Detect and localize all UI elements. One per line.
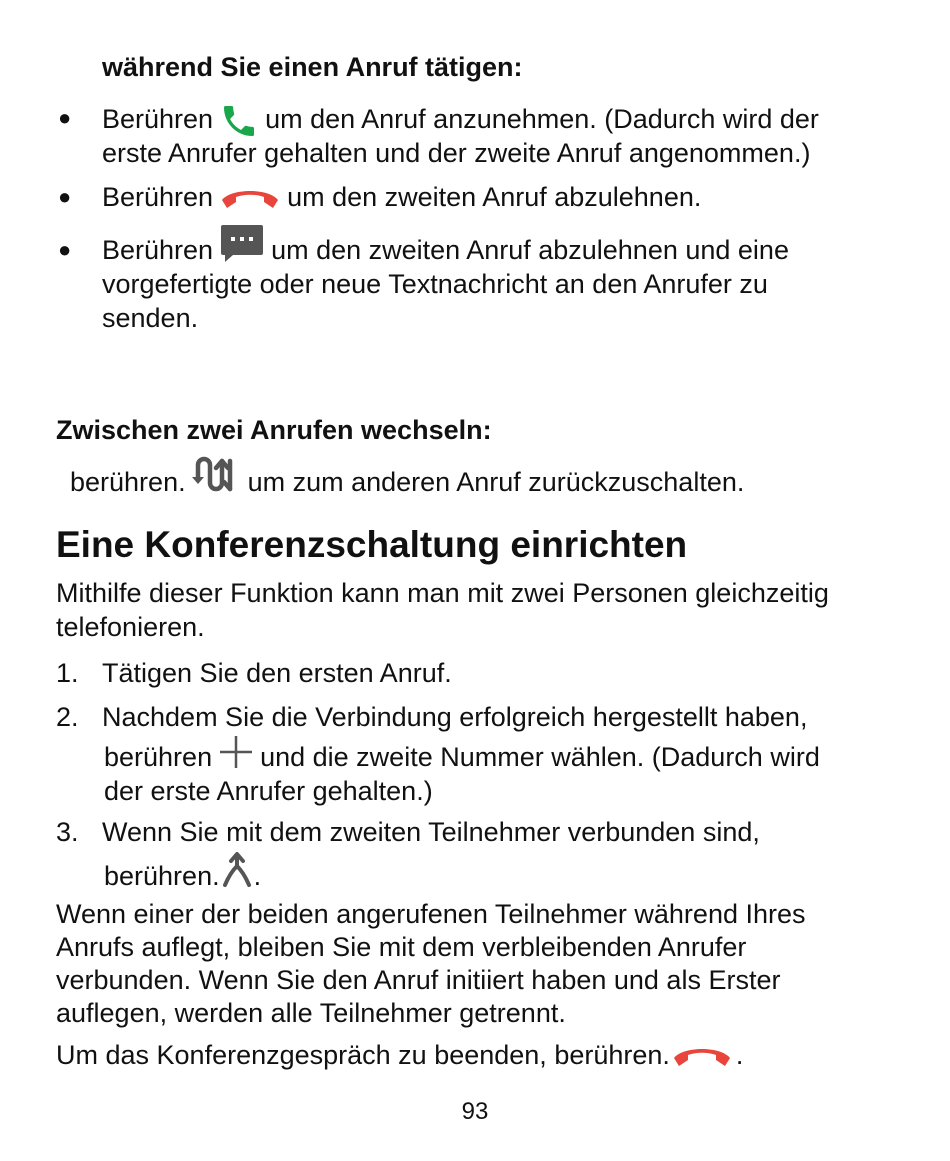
section-heading-switch: Zwischen zwei Anrufen wechseln: [56,415,492,445]
bullet-message-cont: vorgefertigte oder neue Textnachricht an den Anrufer zu [102,269,768,299]
section-heading-incoming: während Sie einen Anruf tätigen: [102,52,523,82]
bullet-dot: ● [58,105,72,130]
conference-intro-cont: telefonieren. [56,612,205,642]
bullet-reject: Berühren um den zweiten Anruf abzulehnen. [102,182,702,212]
phone-hangup-icon [219,186,281,212]
step-3-text: Wenn Sie mit dem zweiten Teilnehmer verbunden sind, [102,817,760,847]
bullet-message: Berühren um den zweiten Anruf abzulehnen und eine [102,233,789,267]
add-icon [218,734,254,770]
step-1-text: Tätigen Sie den ersten Anruf. [102,658,452,688]
conference-title: Eine Konferenzschaltung einrichten [56,524,688,565]
phone-answer-icon [219,101,259,141]
conference-paragraph: auflegen, werden alle Teilnehmer getrennt. [56,998,566,1028]
end-conference-text: Um das Konferenzgespräch zu beenden, berühren. . [56,1040,744,1070]
step-2-text: Nachdem Sie die Verbindung erfolgreich hergestellt haben, [102,702,808,732]
phone-hangup-icon [670,1044,734,1070]
merge-calls-icon [220,849,254,889]
bullet-answer-cont: erste Anrufer gehalten und der zweite Anruf angenommen.) [102,138,811,168]
step-2-cont: der erste Anrufer gehalten.) [104,776,433,806]
step-number: 3. [56,817,79,847]
step-number: 2. [56,702,79,732]
step-3-cont: berühren. . [104,859,261,893]
bullet-dot: ● [58,184,72,209]
page-number: 93 [461,1098,489,1125]
step-2-cont: berühren und die zweite Nummer wählen. (Dadurch wird [104,740,820,774]
bullet-dot: ● [58,237,72,262]
swap-calls-icon [192,453,242,495]
conference-paragraph: verbunden. Wenn Sie den Anruf initiiert haben und als Erster [56,965,781,995]
bullet-answer: Berühren um den Anruf anzunehmen. (Dadurch wird der [102,101,819,141]
conference-paragraph: Anrufs auflegt, bleiben Sie mit dem verbleibenden Anrufer [56,932,747,962]
switch-instruction: berühren. um zum anderen Anruf zurückzuschalten. [70,465,744,499]
conference-intro: Mithilfe dieser Funktion kann man mit zwei Personen gleichzeitig [56,578,829,608]
bullet-message-cont: senden. [102,303,199,333]
conference-paragraph: Wenn einer der beiden angerufenen Teilnehmer während Ihres [56,899,806,929]
message-icon [219,223,265,263]
step-number: 1. [56,658,79,688]
